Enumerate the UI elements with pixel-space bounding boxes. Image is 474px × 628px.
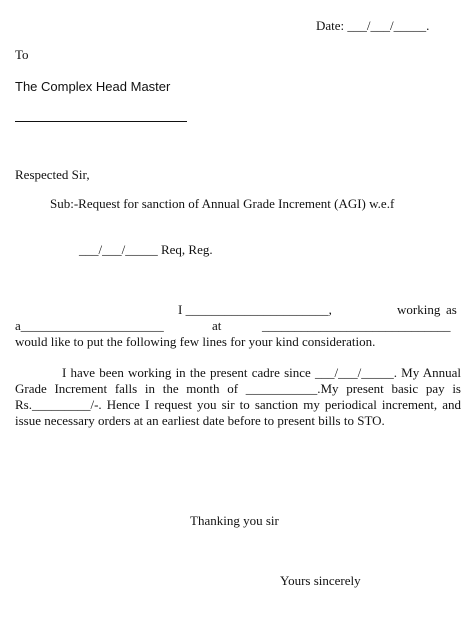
body-paragraph: I have been working in the present cadre since ___/___/_____. My Annual Grade Increment falls in the month of ___________.My present basic pay is Rs._________/-. Hence I request you sir to sanction my periodical increment, and issue necessary orders at an earliest date before to present bills to STO. <box>15 365 461 428</box>
date-field: Date: ___/___/_____. <box>316 18 430 33</box>
intro-as-word: as <box>446 302 457 317</box>
intro-consideration-line: would like to put the following few lines for your kind consideration. <box>15 334 376 349</box>
intro-place-blank: _____________________________ <box>262 318 451 333</box>
closing-line: Yours sincerely <box>280 573 361 588</box>
salutation: Respected Sir, <box>15 167 90 182</box>
subject-date-line: ___/___/_____ Req, Reg. <box>79 242 213 257</box>
to-label: To <box>15 47 29 62</box>
intro-working-word: working <box>397 302 441 317</box>
subject-line: Sub:-Request for sanction of Annual Grade Increment (AGI) w.e.f <box>50 196 395 211</box>
thanks-line: Thanking you sir <box>190 513 279 528</box>
intro-name-blank: I ______________________, <box>178 302 332 317</box>
recipient-address-line <box>15 121 187 122</box>
intro-at-word: at <box>212 318 222 333</box>
recipient-title: The Complex Head Master <box>15 79 171 94</box>
intro-designation-blank: a______________________ <box>15 318 164 333</box>
